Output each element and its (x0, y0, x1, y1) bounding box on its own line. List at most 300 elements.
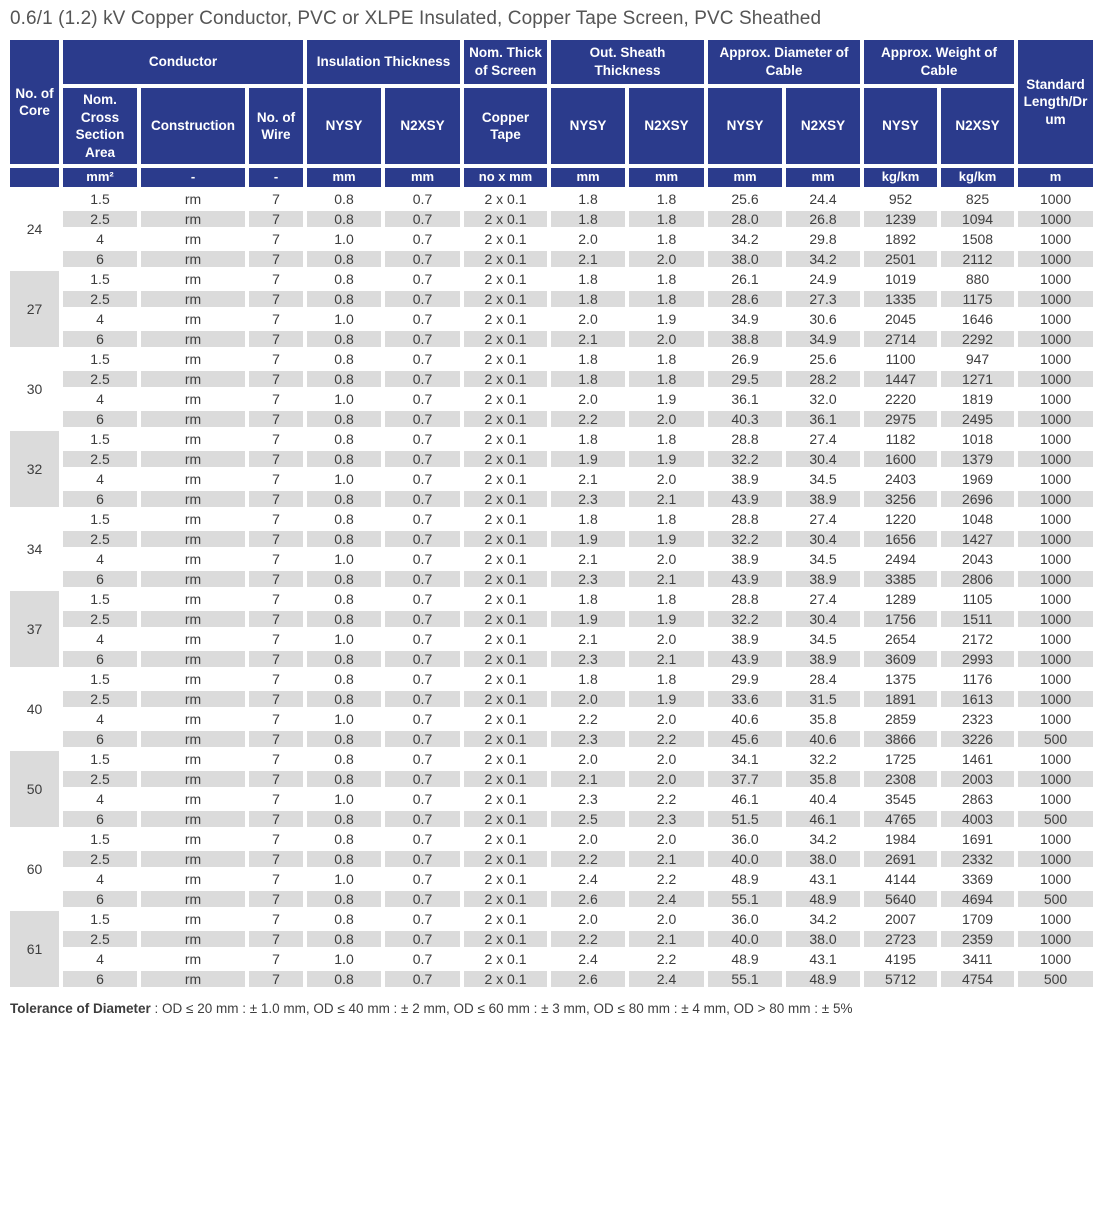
data-cell: 2 x 0.1 (462, 649, 549, 669)
data-cell: 3256 (862, 489, 939, 509)
data-cell: rm (139, 569, 247, 589)
data-cell: 28.8 (706, 509, 784, 529)
data-cell: 2 x 0.1 (462, 509, 549, 529)
data-cell: 1.9 (627, 309, 706, 329)
data-cell: 45.6 (706, 729, 784, 749)
data-cell: 1000 (1016, 569, 1095, 589)
data-cell: 0.7 (383, 269, 462, 289)
header-out-sheath-thickness: Out. Sheath Thickness (549, 38, 706, 86)
data-cell: 0.7 (383, 769, 462, 789)
data-cell: 40.6 (706, 709, 784, 729)
core-count-cell: 32 (8, 429, 61, 509)
data-cell: 7 (247, 969, 305, 989)
data-cell: 2.4 (627, 889, 706, 909)
data-cell: 7 (247, 669, 305, 689)
data-cell: 28.8 (706, 429, 784, 449)
subheader-construction: Construction (139, 86, 247, 166)
data-cell: 2.6 (549, 889, 627, 909)
table-row (8, 229, 1095, 249)
data-cell: 825 (939, 189, 1016, 209)
data-cell: 3385 (862, 569, 939, 589)
data-cell: 0.7 (383, 949, 462, 969)
data-cell: 34.9 (784, 329, 862, 349)
data-cell: 0.8 (305, 249, 383, 269)
data-cell: rm (139, 729, 247, 749)
subheader-ins-nysy: NYSY (305, 86, 383, 166)
data-cell: 4 (61, 709, 139, 729)
data-cell: 40.6 (784, 729, 862, 749)
data-cell: 2 x 0.1 (462, 369, 549, 389)
data-cell: rm (139, 469, 247, 489)
data-cell: 5712 (862, 969, 939, 989)
data-cell: 2.1 (627, 489, 706, 509)
table-row (8, 909, 1095, 929)
data-cell: rm (139, 629, 247, 649)
data-cell: 4 (61, 389, 139, 409)
data-cell: 1819 (939, 389, 1016, 409)
data-cell: 0.7 (383, 969, 462, 989)
data-cell: 0.7 (383, 509, 462, 529)
data-cell: 48.9 (706, 869, 784, 889)
data-cell: 2.0 (549, 229, 627, 249)
data-cell: 1.8 (627, 669, 706, 689)
data-cell: 1656 (862, 529, 939, 549)
data-cell: 1709 (939, 909, 1016, 929)
data-cell: 2.6 (549, 969, 627, 989)
data-cell: 2 x 0.1 (462, 769, 549, 789)
data-cell: 24.9 (784, 269, 862, 289)
data-cell: 7 (247, 489, 305, 509)
data-cell: 7 (247, 789, 305, 809)
data-cell: 2.5 (61, 849, 139, 869)
data-cell: 0.7 (383, 569, 462, 589)
data-cell: 0.7 (383, 349, 462, 369)
data-cell: 1000 (1016, 769, 1095, 789)
data-cell: 1.9 (627, 389, 706, 409)
data-cell: 7 (247, 769, 305, 789)
data-cell: 2292 (939, 329, 1016, 349)
header-approx-diameter: Approx. Diameter of Cable (706, 38, 862, 86)
subheader-diam-nysy: NYSY (706, 86, 784, 166)
data-cell: 51.5 (706, 809, 784, 829)
data-cell: 2.0 (549, 309, 627, 329)
data-cell: rm (139, 969, 247, 989)
data-cell: 1447 (862, 369, 939, 389)
data-cell: rm (139, 929, 247, 949)
data-cell: 43.9 (706, 649, 784, 669)
data-cell: 1.8 (627, 229, 706, 249)
data-cell: 2.0 (627, 829, 706, 849)
data-cell: 27.4 (784, 589, 862, 609)
data-cell: 4754 (939, 969, 1016, 989)
data-cell: 38.9 (706, 469, 784, 489)
table-row (8, 409, 1095, 429)
data-cell: rm (139, 209, 247, 229)
table-row (8, 929, 1095, 949)
core-count-cell: 27 (8, 269, 61, 349)
table-row (8, 329, 1095, 349)
data-cell: 1.8 (627, 349, 706, 369)
data-cell: 2003 (939, 769, 1016, 789)
table-row (8, 709, 1095, 729)
data-cell: 500 (1016, 809, 1095, 829)
data-cell: 0.8 (305, 669, 383, 689)
data-cell: 1182 (862, 429, 939, 449)
data-cell: 48.9 (706, 949, 784, 969)
data-cell: 500 (1016, 729, 1095, 749)
data-cell: 4 (61, 229, 139, 249)
data-cell: 2323 (939, 709, 1016, 729)
data-cell: 0.8 (305, 589, 383, 609)
data-cell: 1.8 (627, 509, 706, 529)
data-cell: 2 x 0.1 (462, 469, 549, 489)
unit-cell: mm (784, 166, 862, 189)
data-cell: 7 (247, 869, 305, 889)
data-cell: 1000 (1016, 929, 1095, 949)
data-cell: 2359 (939, 929, 1016, 949)
data-cell: 1511 (939, 609, 1016, 629)
data-cell: rm (139, 869, 247, 889)
data-cell: 0.7 (383, 529, 462, 549)
data-cell: 0.8 (305, 449, 383, 469)
data-cell: 0.8 (305, 509, 383, 529)
data-cell: 1000 (1016, 289, 1095, 309)
data-cell: 2.5 (61, 609, 139, 629)
data-cell: 2 x 0.1 (462, 749, 549, 769)
data-cell: 0.8 (305, 369, 383, 389)
data-cell: 2 x 0.1 (462, 889, 549, 909)
data-cell: 0.7 (383, 329, 462, 349)
data-cell: 6 (61, 489, 139, 509)
data-cell: 7 (247, 629, 305, 649)
data-cell: 1000 (1016, 709, 1095, 729)
data-cell: 0.8 (305, 209, 383, 229)
data-cell: 2 x 0.1 (462, 709, 549, 729)
data-cell: 38.9 (784, 489, 862, 509)
data-cell: 1000 (1016, 469, 1095, 489)
data-cell: 2403 (862, 469, 939, 489)
data-cell: 34.2 (706, 229, 784, 249)
data-cell: 2.5 (61, 689, 139, 709)
data-cell: 36.1 (706, 389, 784, 409)
data-cell: 35.8 (784, 769, 862, 789)
data-cell: 0.8 (305, 929, 383, 949)
data-cell: 1.5 (61, 349, 139, 369)
data-cell: rm (139, 309, 247, 329)
data-cell: 0.7 (383, 629, 462, 649)
data-cell: 1.0 (305, 949, 383, 969)
data-cell: 0.7 (383, 589, 462, 609)
data-cell: 2.1 (549, 769, 627, 789)
data-cell: 0.8 (305, 849, 383, 869)
data-cell: 0.7 (383, 389, 462, 409)
unit-cell: mm (305, 166, 383, 189)
data-cell: 4694 (939, 889, 1016, 909)
table-row (8, 669, 1095, 689)
data-cell: 38.0 (784, 929, 862, 949)
table-row (8, 969, 1095, 989)
data-cell: 1.8 (549, 209, 627, 229)
data-cell: 6 (61, 409, 139, 429)
table-row (8, 529, 1095, 549)
data-cell: 1984 (862, 829, 939, 849)
data-cell: rm (139, 269, 247, 289)
data-cell: rm (139, 689, 247, 709)
data-cell: rm (139, 669, 247, 689)
data-cell: 43.9 (706, 569, 784, 589)
data-cell: 34.2 (784, 249, 862, 269)
table-row (8, 189, 1095, 209)
data-cell: 2.1 (549, 249, 627, 269)
core-count-cell: 37 (8, 589, 61, 669)
data-cell: rm (139, 529, 247, 549)
tolerance-note-text: : OD ≤ 20 mm : ± 1.0 mm, OD ≤ 40 mm : ± 2 mm, OD ≤ 60 mm : ± 3 mm, OD ≤ 80 mm : ± 4 mm, OD > 80 mm : ± 5% (150, 1001, 853, 1017)
data-cell: 2 x 0.1 (462, 789, 549, 809)
data-cell: 1.0 (305, 629, 383, 649)
data-cell: 1461 (939, 749, 1016, 769)
data-cell: 1.0 (305, 229, 383, 249)
data-cell: 2 x 0.1 (462, 329, 549, 349)
core-count-cell: 34 (8, 509, 61, 589)
data-cell: 0.8 (305, 729, 383, 749)
data-cell: 1.8 (627, 589, 706, 609)
unit-cell: mm (383, 166, 462, 189)
data-cell: 1.5 (61, 589, 139, 609)
data-cell: 0.7 (383, 669, 462, 689)
data-cell: 2.2 (627, 729, 706, 749)
data-cell: 4 (61, 789, 139, 809)
data-cell: 2.0 (549, 909, 627, 929)
data-cell: 32.2 (784, 749, 862, 769)
data-cell: 1000 (1016, 509, 1095, 529)
data-cell: 6 (61, 809, 139, 829)
data-cell: 0.7 (383, 429, 462, 449)
data-cell: 2863 (939, 789, 1016, 809)
table-row (8, 449, 1095, 469)
unit-cell: mm (549, 166, 627, 189)
data-cell: 1000 (1016, 229, 1095, 249)
data-cell: 2 x 0.1 (462, 489, 549, 509)
data-cell: 32.2 (706, 529, 784, 549)
header-approx-weight: Approx. Weight of Cable (862, 38, 1016, 86)
data-cell: rm (139, 189, 247, 209)
data-cell: 2 x 0.1 (462, 289, 549, 309)
data-cell: 2332 (939, 849, 1016, 869)
table-row (8, 889, 1095, 909)
data-cell: 3545 (862, 789, 939, 809)
data-cell: 2.5 (61, 449, 139, 469)
data-cell: 1.9 (627, 449, 706, 469)
data-cell: 7 (247, 329, 305, 349)
data-cell: 4 (61, 549, 139, 569)
data-cell: 7 (247, 409, 305, 429)
core-count-cell: 50 (8, 749, 61, 829)
data-cell: 7 (247, 649, 305, 669)
data-cell: 1000 (1016, 589, 1095, 609)
data-cell: 1335 (862, 289, 939, 309)
data-cell: 1289 (862, 589, 939, 609)
data-cell: 25.6 (784, 349, 862, 369)
data-cell: 2975 (862, 409, 939, 429)
data-cell: 37.7 (706, 769, 784, 789)
data-cell: 2 x 0.1 (462, 349, 549, 369)
data-cell: 38.9 (706, 549, 784, 569)
data-cell: 4 (61, 629, 139, 649)
data-cell: 7 (247, 709, 305, 729)
data-cell: 1427 (939, 529, 1016, 549)
data-cell: 7 (247, 509, 305, 529)
data-cell: 2.3 (627, 809, 706, 829)
data-cell: rm (139, 589, 247, 609)
data-cell: 1.0 (305, 389, 383, 409)
data-cell: 26.1 (706, 269, 784, 289)
data-cell: 2.1 (549, 549, 627, 569)
data-cell: 2007 (862, 909, 939, 929)
data-cell: 24.4 (784, 189, 862, 209)
data-cell: 0.7 (383, 289, 462, 309)
data-cell: 7 (247, 889, 305, 909)
data-cell: 0.8 (305, 329, 383, 349)
data-cell: 1000 (1016, 329, 1095, 349)
data-cell: 2696 (939, 489, 1016, 509)
data-cell: 2 x 0.1 (462, 809, 549, 829)
unit-cell: no x mm (462, 166, 549, 189)
data-cell: 2 x 0.1 (462, 269, 549, 289)
data-cell: 0.7 (383, 549, 462, 569)
data-cell: 1000 (1016, 369, 1095, 389)
data-cell: 3609 (862, 649, 939, 669)
data-cell: 1.8 (549, 669, 627, 689)
data-cell: 1756 (862, 609, 939, 629)
data-cell: 30.6 (784, 309, 862, 329)
data-cell: 1000 (1016, 669, 1095, 689)
data-cell: 0.7 (383, 829, 462, 849)
data-cell: 1.8 (549, 509, 627, 529)
data-cell: 2.2 (549, 409, 627, 429)
data-cell: 2.3 (549, 489, 627, 509)
data-cell: 1271 (939, 369, 1016, 389)
subheader-no-of-wire: No. of Wire (247, 86, 305, 166)
data-cell: 2 x 0.1 (462, 449, 549, 469)
data-cell: 2.0 (627, 629, 706, 649)
data-cell: 500 (1016, 969, 1095, 989)
data-cell: 40.3 (706, 409, 784, 429)
data-cell: 38.9 (706, 629, 784, 649)
core-count-cell: 40 (8, 669, 61, 749)
data-cell: 1000 (1016, 609, 1095, 629)
table-row (8, 489, 1095, 509)
data-cell: rm (139, 549, 247, 569)
data-cell: 0.7 (383, 689, 462, 709)
header-screen-thickness: Nom. Thick of Screen (462, 38, 549, 86)
data-cell: 0.7 (383, 469, 462, 489)
data-cell: 7 (247, 289, 305, 309)
data-cell: 2494 (862, 549, 939, 569)
subheader-weight-n2xsy: N2XSY (939, 86, 1016, 166)
data-cell: 0.7 (383, 709, 462, 729)
data-cell: 3866 (862, 729, 939, 749)
data-cell: 7 (247, 849, 305, 869)
data-cell: 0.7 (383, 609, 462, 629)
data-cell: 1.5 (61, 829, 139, 849)
data-cell: rm (139, 489, 247, 509)
data-cell: 1.0 (305, 709, 383, 729)
data-cell: rm (139, 429, 247, 449)
data-cell: 2.0 (627, 549, 706, 569)
data-cell: rm (139, 829, 247, 849)
table-row (8, 729, 1095, 749)
data-cell: 2.0 (627, 249, 706, 269)
table-row (8, 609, 1095, 629)
data-cell: 0.8 (305, 649, 383, 669)
data-cell: 4003 (939, 809, 1016, 829)
data-cell: 2.2 (627, 949, 706, 969)
data-cell: 7 (247, 269, 305, 289)
data-cell: 2501 (862, 249, 939, 269)
data-cell: 2 x 0.1 (462, 629, 549, 649)
data-cell: 0.8 (305, 689, 383, 709)
data-cell: 0.8 (305, 409, 383, 429)
data-cell: 0.7 (383, 849, 462, 869)
data-cell: 1000 (1016, 689, 1095, 709)
data-cell: 2714 (862, 329, 939, 349)
data-cell: 1.8 (549, 269, 627, 289)
data-cell: 0.7 (383, 929, 462, 949)
data-cell: 1.5 (61, 749, 139, 769)
data-cell: 7 (247, 829, 305, 849)
data-cell: 7 (247, 689, 305, 709)
data-cell: 2 x 0.1 (462, 429, 549, 449)
data-cell: 6 (61, 969, 139, 989)
data-cell: 0.7 (383, 749, 462, 769)
table-row (8, 549, 1095, 569)
data-cell: 2 x 0.1 (462, 689, 549, 709)
data-cell: 0.8 (305, 289, 383, 309)
data-cell: 1.5 (61, 669, 139, 689)
data-cell: 0.8 (305, 809, 383, 829)
data-cell: 2.0 (549, 389, 627, 409)
data-cell: 2.1 (627, 569, 706, 589)
data-cell: 2.1 (549, 629, 627, 649)
data-cell: 2.0 (627, 329, 706, 349)
data-cell: 1646 (939, 309, 1016, 329)
data-cell: 32.0 (784, 389, 862, 409)
data-cell: 2.3 (549, 729, 627, 749)
unit-blank (8, 166, 61, 189)
data-cell: 0.7 (383, 809, 462, 829)
data-cell: 2 x 0.1 (462, 409, 549, 429)
unit-cell: - (247, 166, 305, 189)
data-cell: 2.0 (627, 709, 706, 729)
data-cell: 1100 (862, 349, 939, 369)
data-cell: 32.2 (706, 609, 784, 629)
data-cell: 2172 (939, 629, 1016, 649)
data-cell: 2.4 (549, 869, 627, 889)
data-cell: 1019 (862, 269, 939, 289)
data-cell: 7 (247, 309, 305, 329)
data-cell: 2 x 0.1 (462, 389, 549, 409)
data-cell: 2.2 (549, 849, 627, 869)
data-cell: 7 (247, 549, 305, 569)
data-cell: 7 (247, 569, 305, 589)
data-cell: 1.9 (549, 449, 627, 469)
data-cell: 40.0 (706, 929, 784, 949)
data-cell: 40.4 (784, 789, 862, 809)
data-cell: 6 (61, 729, 139, 749)
data-cell: 29.9 (706, 669, 784, 689)
data-cell: rm (139, 749, 247, 769)
data-cell: rm (139, 789, 247, 809)
